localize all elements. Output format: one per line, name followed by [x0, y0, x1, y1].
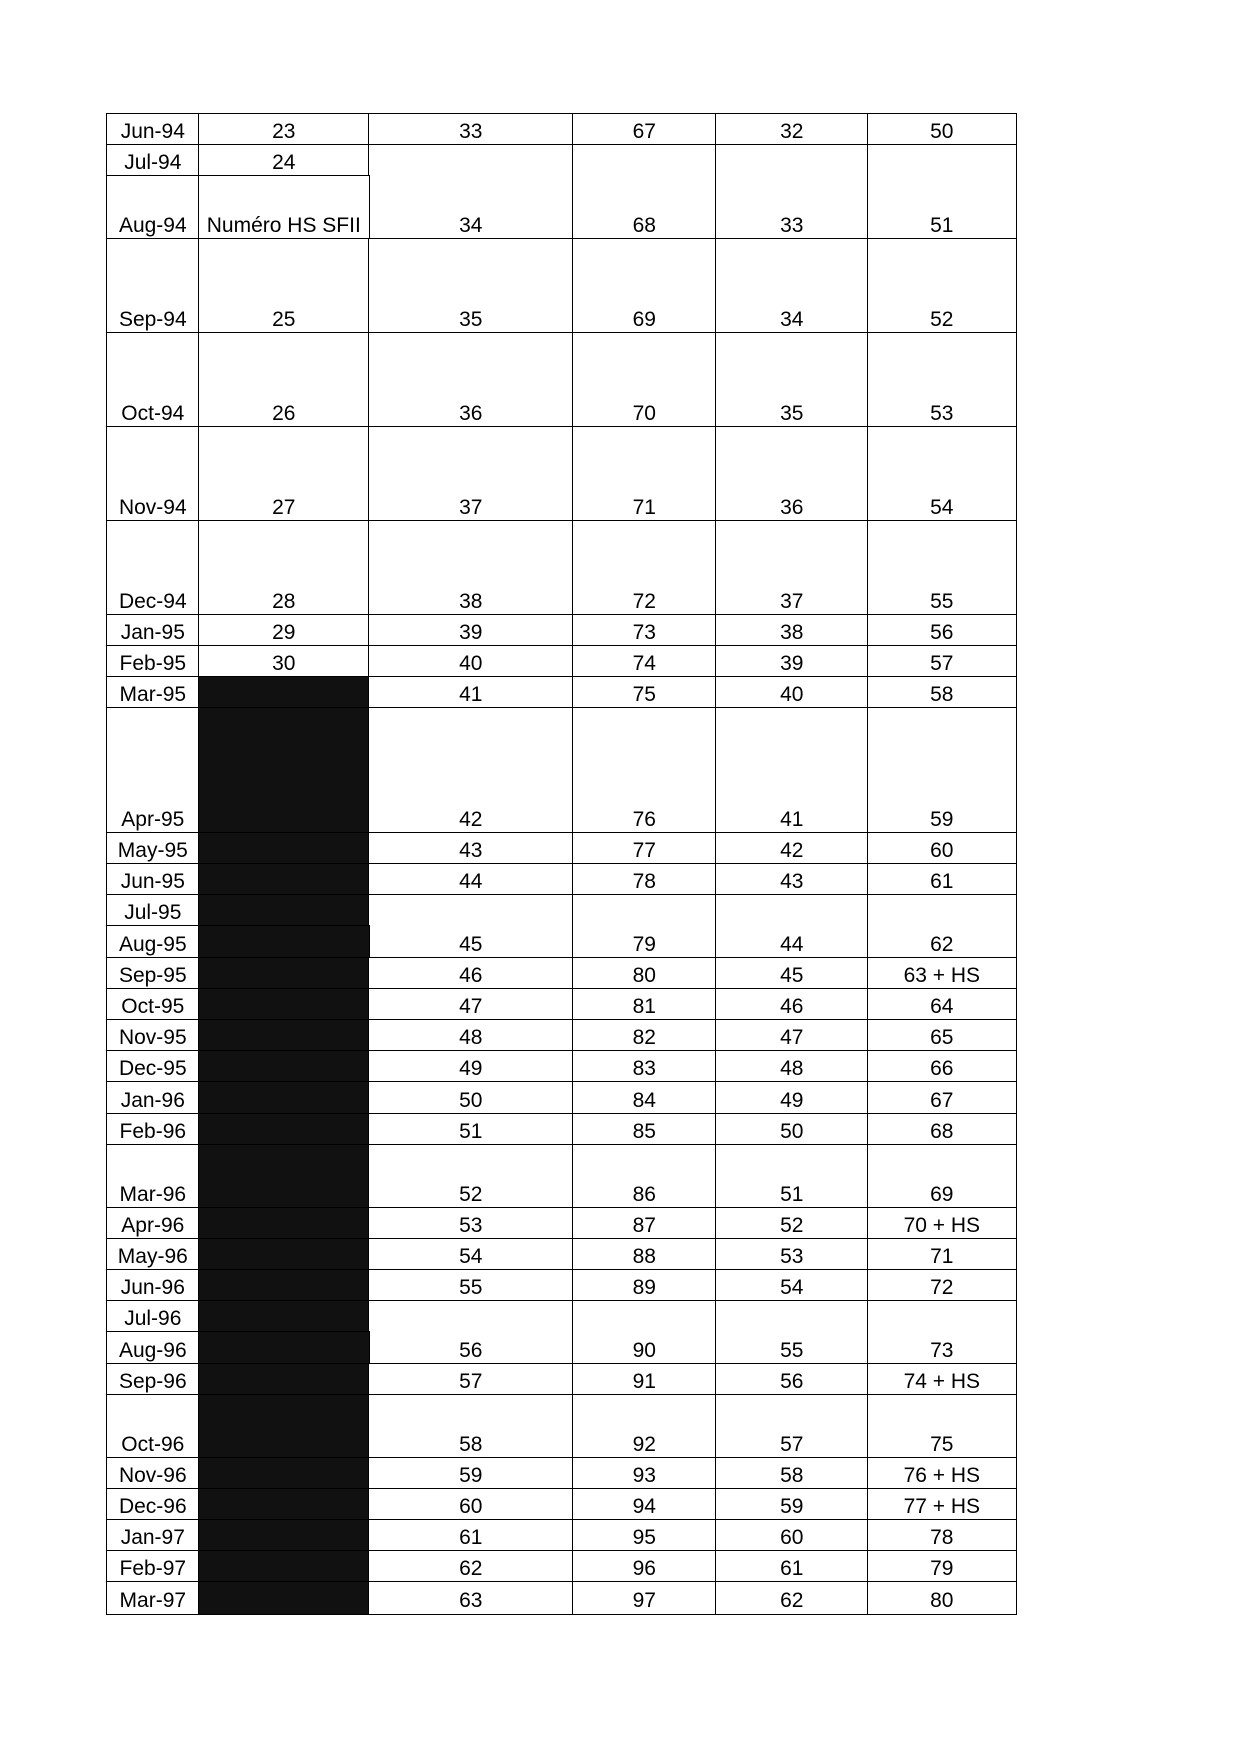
issue-col1-cell[interactable]: 28 [198, 520, 370, 616]
issue-col3-cell[interactable]: 95 [572, 1519, 717, 1552]
issue-col4-cell[interactable]: 35 [715, 332, 869, 428]
issue-col3-cell[interactable]: 88 [572, 1238, 717, 1271]
date-cell[interactable]: Oct-96 [106, 1394, 200, 1459]
date-cell[interactable]: Sep-95 [106, 957, 200, 990]
issue-col5-cell[interactable]: 70 + HS [867, 1207, 1017, 1240]
issue-col5-cell[interactable]: 64 [867, 988, 1017, 1021]
issue-col5-cell[interactable]: 79 [867, 1550, 1017, 1583]
issue-col5-cell[interactable]: 76 + HS [867, 1457, 1017, 1490]
issue-col3-cell[interactable]: 72 [572, 520, 717, 616]
issue-col5-cell[interactable]: 62 [867, 894, 1017, 959]
issue-col1-cell[interactable] [198, 863, 370, 896]
issue-col5-cell[interactable]: 72 [867, 1269, 1017, 1302]
issue-col4-cell[interactable]: 45 [715, 957, 869, 990]
issue-col4-cell[interactable]: 47 [715, 1019, 869, 1052]
issue-col5-cell[interactable]: 73 [867, 1300, 1017, 1365]
issue-col2-cell[interactable]: 57 [368, 1363, 574, 1396]
issue-col2-cell[interactable]: 59 [368, 1457, 574, 1490]
issue-col4-cell[interactable]: 44 [715, 894, 869, 959]
date-cell[interactable]: Dec-94 [106, 520, 200, 616]
issue-col1-cell[interactable] [198, 1081, 370, 1115]
issue-col4-cell[interactable]: 46 [715, 988, 869, 1021]
issue-col2-cell[interactable]: 47 [368, 988, 574, 1021]
issue-col5-cell[interactable]: 57 [867, 645, 1017, 678]
date-cell[interactable]: Apr-96 [106, 1207, 200, 1240]
issue-col3-cell[interactable]: 83 [572, 1050, 717, 1083]
issue-col1-cell[interactable]: 26 [198, 332, 370, 428]
issue-col1-cell[interactable]: 27 [198, 426, 370, 522]
issue-col5-cell[interactable]: 53 [867, 332, 1017, 428]
issue-col5-cell[interactable]: 63 + HS [867, 957, 1017, 990]
issue-col2-cell[interactable]: 39 [368, 614, 574, 647]
issue-col1-cell[interactable] [198, 1300, 370, 1333]
issue-col4-cell[interactable]: 41 [715, 707, 869, 834]
issue-col1-cell[interactable] [198, 1488, 370, 1521]
issue-col1-cell[interactable] [198, 1269, 370, 1302]
issue-col3-cell[interactable]: 71 [572, 426, 717, 522]
issue-col2-cell[interactable]: 42 [368, 707, 574, 834]
issue-col2-cell[interactable]: 35 [368, 238, 574, 334]
issue-col3-cell[interactable]: 81 [572, 988, 717, 1021]
date-cell[interactable]: Oct-95 [106, 988, 200, 1021]
spreadsheet-table [106, 113, 1019, 1624]
issue-col3-cell[interactable]: 76 [572, 707, 717, 834]
issue-col1-cell[interactable] [198, 1581, 370, 1615]
date-cell[interactable]: Sep-96 [106, 1363, 200, 1396]
issue-col2-cell[interactable]: 33 [368, 113, 574, 146]
issue-col5-cell[interactable]: 77 + HS [867, 1488, 1017, 1521]
date-cell[interactable]: Nov-94 [106, 426, 200, 522]
date-cell[interactable]: May-96 [106, 1238, 200, 1271]
issue-col3-cell[interactable]: 86 [572, 1144, 717, 1209]
issue-col2-cell[interactable]: 60 [368, 1488, 574, 1521]
issue-col2-cell[interactable]: 36 [368, 332, 574, 428]
issue-col2-cell[interactable]: 46 [368, 957, 574, 990]
issue-col1-cell[interactable] [198, 676, 370, 709]
issue-col2-cell[interactable]: 56 [368, 1300, 574, 1365]
issue-col4-cell[interactable]: 54 [715, 1269, 869, 1302]
issue-col1-cell[interactable]: 30 [198, 645, 370, 678]
date-cell[interactable]: Jun-96 [106, 1269, 200, 1302]
issue-col1-cell[interactable]: 23 [198, 113, 370, 146]
date-cell[interactable]: Jan-96 [106, 1081, 200, 1115]
issue-col1-cell[interactable] [198, 1207, 370, 1240]
issue-col1-cell[interactable] [198, 988, 370, 1021]
date-cell[interactable]: Jun-94 [106, 113, 200, 146]
issue-col5-cell[interactable]: 54 [867, 426, 1017, 522]
issue-col1-cell[interactable] [198, 1113, 370, 1146]
issue-col1-cell[interactable] [198, 1550, 370, 1583]
issue-col5-cell[interactable]: 65 [867, 1019, 1017, 1052]
issue-col1-cell[interactable] [198, 1144, 370, 1209]
issue-col3-cell[interactable]: 90 [572, 1300, 717, 1365]
issue-col5-cell[interactable]: 68 [867, 1113, 1017, 1146]
issue-col3-cell[interactable]: 77 [572, 832, 717, 865]
issue-col5-cell[interactable]: 80 [867, 1581, 1017, 1615]
issue-col4-cell[interactable]: 39 [715, 645, 869, 678]
issue-col2-cell[interactable]: 53 [368, 1207, 574, 1240]
issue-col4-cell[interactable]: 51 [715, 1144, 869, 1209]
issue-col3-cell[interactable]: 79 [572, 894, 717, 959]
issue-col5-cell[interactable]: 66 [867, 1050, 1017, 1083]
issue-col2-cell[interactable]: 61 [368, 1519, 574, 1552]
issue-col1-cell[interactable] [198, 1238, 370, 1271]
issue-col5-cell[interactable]: 51 [867, 144, 1017, 240]
date-cell[interactable]: Sep-94 [106, 238, 200, 334]
issue-col2-cell[interactable]: 48 [368, 1019, 574, 1052]
issue-col2-cell[interactable]: 40 [368, 645, 574, 678]
date-cell[interactable]: Nov-95 [106, 1019, 200, 1052]
date-cell[interactable]: Dec-96 [106, 1488, 200, 1521]
issue-col5-cell[interactable]: 50 [867, 113, 1017, 146]
issue-col4-cell[interactable]: 60 [715, 1519, 869, 1552]
date-cell[interactable]: Feb-95 [106, 645, 200, 678]
issue-col3-cell[interactable]: 85 [572, 1113, 717, 1146]
issue-col2-cell[interactable]: 43 [368, 832, 574, 865]
issue-col1-cell[interactable] [198, 1363, 370, 1396]
issue-col1-cell[interactable] [198, 1331, 370, 1365]
date-cell[interactable]: Jan-95 [106, 614, 200, 647]
issue-col5-cell[interactable]: 69 [867, 1144, 1017, 1209]
issue-col1-cell[interactable]: 25 [198, 238, 370, 334]
date-cell[interactable]: Jun-95 [106, 863, 200, 896]
issue-col1-cell[interactable] [198, 925, 370, 959]
issue-col4-cell[interactable]: 34 [715, 238, 869, 334]
issue-col5-cell[interactable]: 67 [867, 1081, 1017, 1115]
issue-col5-cell[interactable]: 56 [867, 614, 1017, 647]
issue-col2-cell[interactable]: 52 [368, 1144, 574, 1209]
issue-col2-cell[interactable]: 44 [368, 863, 574, 896]
date-cell[interactable]: Aug-95 [106, 925, 200, 959]
date-cell[interactable]: Mar-96 [106, 1144, 200, 1209]
date-cell[interactable]: Aug-94 [106, 175, 200, 240]
issue-col3-cell[interactable]: 87 [572, 1207, 717, 1240]
issue-col1-cell[interactable] [198, 832, 370, 865]
issue-col2-cell[interactable]: 49 [368, 1050, 574, 1083]
issue-col2-cell[interactable]: 54 [368, 1238, 574, 1271]
issue-col3-cell[interactable]: 70 [572, 332, 717, 428]
issue-col4-cell[interactable]: 37 [715, 520, 869, 616]
issue-col5-cell[interactable]: 78 [867, 1519, 1017, 1552]
issue-col3-cell[interactable]: 68 [572, 144, 717, 240]
issue-col4-cell[interactable]: 40 [715, 676, 869, 709]
date-cell[interactable]: Apr-95 [106, 707, 200, 834]
issue-col4-cell[interactable]: 62 [715, 1581, 869, 1615]
issue-col3-cell[interactable]: 89 [572, 1269, 717, 1302]
issue-col1-cell[interactable]: Numéro HS SFII [198, 175, 370, 240]
issue-col3-cell[interactable]: 93 [572, 1457, 717, 1490]
date-cell[interactable]: Jul-94 [106, 144, 200, 177]
issue-col3-cell[interactable]: 73 [572, 614, 717, 647]
issue-col4-cell[interactable]: 36 [715, 426, 869, 522]
issue-col4-cell[interactable]: 50 [715, 1113, 869, 1146]
issue-col5-cell[interactable]: 55 [867, 520, 1017, 616]
issue-col3-cell[interactable]: 84 [572, 1081, 717, 1115]
issue-col5-cell[interactable]: 75 [867, 1394, 1017, 1459]
issue-col3-cell[interactable]: 75 [572, 676, 717, 709]
issue-col4-cell[interactable]: 59 [715, 1488, 869, 1521]
date-cell[interactable]: May-95 [106, 832, 200, 865]
issue-col1-cell[interactable] [198, 1457, 370, 1490]
issue-col4-cell[interactable]: 42 [715, 832, 869, 865]
issue-col5-cell[interactable]: 59 [867, 707, 1017, 834]
issue-col4-cell[interactable]: 38 [715, 614, 869, 647]
issue-col3-cell[interactable]: 91 [572, 1363, 717, 1396]
issue-col5-cell[interactable]: 60 [867, 832, 1017, 865]
issue-col4-cell[interactable]: 53 [715, 1238, 869, 1271]
date-cell[interactable]: Jul-95 [106, 894, 200, 927]
issue-col1-cell[interactable] [198, 957, 370, 990]
issue-col2-cell[interactable]: 38 [368, 520, 574, 616]
issue-col3-cell[interactable]: 96 [572, 1550, 717, 1583]
issue-col3-cell[interactable]: 94 [572, 1488, 717, 1521]
issue-col2-cell[interactable]: 45 [368, 894, 574, 959]
issue-col1-cell[interactable] [198, 707, 370, 834]
issue-col1-cell[interactable]: 29 [198, 614, 370, 647]
date-cell[interactable]: Aug-96 [106, 1331, 200, 1365]
issue-col1-cell[interactable] [198, 1519, 370, 1552]
issue-col4-cell[interactable]: 48 [715, 1050, 869, 1083]
issue-col1-cell[interactable] [198, 1019, 370, 1052]
issue-col2-cell[interactable]: 34 [368, 144, 574, 240]
date-cell[interactable]: Mar-95 [106, 676, 200, 709]
date-cell[interactable]: Jan-97 [106, 1519, 200, 1552]
issue-col4-cell[interactable]: 43 [715, 863, 869, 896]
issue-col3-cell[interactable]: 74 [572, 645, 717, 678]
issue-col3-cell[interactable]: 82 [572, 1019, 717, 1052]
issue-col3-cell[interactable]: 78 [572, 863, 717, 896]
date-cell[interactable]: Mar-97 [106, 1581, 200, 1615]
issue-col4-cell[interactable]: 55 [715, 1300, 869, 1365]
issue-col4-cell[interactable]: 56 [715, 1363, 869, 1396]
issue-col2-cell[interactable]: 41 [368, 676, 574, 709]
issue-col4-cell[interactable]: 52 [715, 1207, 869, 1240]
issue-col3-cell[interactable]: 92 [572, 1394, 717, 1459]
issue-col1-cell[interactable] [198, 1394, 370, 1459]
issue-col1-cell[interactable] [198, 894, 370, 927]
issue-col2-cell[interactable]: 51 [368, 1113, 574, 1146]
date-cell[interactable]: Feb-97 [106, 1550, 200, 1583]
issue-col4-cell[interactable]: 61 [715, 1550, 869, 1583]
issue-col2-cell[interactable]: 58 [368, 1394, 574, 1459]
issue-col1-cell[interactable]: 24 [198, 144, 370, 177]
issue-col3-cell[interactable]: 69 [572, 238, 717, 334]
issue-col5-cell[interactable]: 74 + HS [867, 1363, 1017, 1396]
issue-col4-cell[interactable]: 32 [715, 113, 869, 146]
date-cell[interactable]: Dec-95 [106, 1050, 200, 1083]
issue-col2-cell[interactable]: 62 [368, 1550, 574, 1583]
date-cell[interactable]: Feb-96 [106, 1113, 200, 1146]
issue-col4-cell[interactable]: 58 [715, 1457, 869, 1490]
issue-col3-cell[interactable]: 97 [572, 1581, 717, 1615]
issue-col2-cell[interactable]: 63 [368, 1581, 574, 1615]
issue-col2-cell[interactable]: 37 [368, 426, 574, 522]
issue-col5-cell[interactable]: 52 [867, 238, 1017, 334]
issue-col3-cell[interactable]: 80 [572, 957, 717, 990]
issue-col5-cell[interactable]: 71 [867, 1238, 1017, 1271]
issue-col5-cell[interactable]: 58 [867, 676, 1017, 709]
date-cell[interactable]: Nov-96 [106, 1457, 200, 1490]
issue-col2-cell[interactable]: 55 [368, 1269, 574, 1302]
issue-col5-cell[interactable]: 61 [867, 863, 1017, 896]
date-cell[interactable]: Jul-96 [106, 1300, 200, 1333]
issue-col3-cell[interactable]: 67 [572, 113, 717, 146]
issue-col4-cell[interactable]: 49 [715, 1081, 869, 1115]
issue-col2-cell[interactable]: 50 [368, 1081, 574, 1115]
issue-col1-cell[interactable] [198, 1050, 370, 1083]
date-cell[interactable]: Oct-94 [106, 332, 200, 428]
issue-col4-cell[interactable]: 57 [715, 1394, 869, 1459]
issue-col4-cell[interactable]: 33 [715, 144, 869, 240]
